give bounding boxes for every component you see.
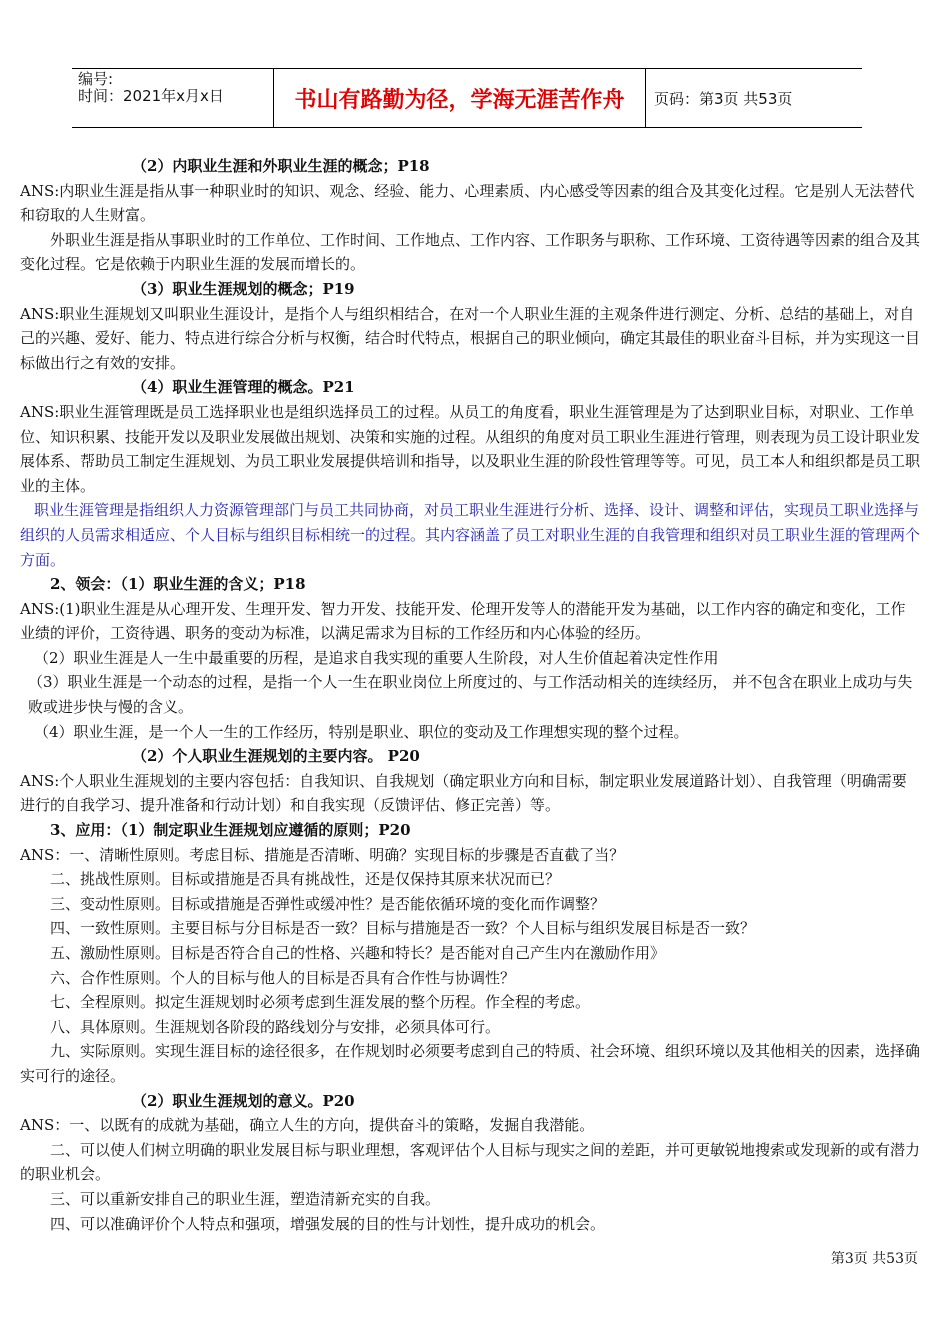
paragraph: 八、具体原则。生涯规划各阶段的路线划分与安排，必须具体可行。 xyxy=(50,1017,501,1036)
motto-text: 书山有路勤为径，学海无涯苦作舟 xyxy=(294,87,625,113)
paragraph: 五、激励性原则。目标是否符合自己的性格、兴趣和特长？是否能对自己产生内在激励作用》 xyxy=(50,944,666,962)
section-heading: （2）内职业生涯和外职业生涯的概念；P18 xyxy=(132,157,430,175)
paragraph: 七、全程原则。拟定生涯规划时必须考虑到生涯发展的整个历程。作全程的考虑。 xyxy=(50,993,591,1012)
page-footer: 第3页 共53页 xyxy=(830,1251,918,1267)
paragraph: 三、可以重新安排自己的职业生涯，塑造清新充实的自我。 xyxy=(50,1189,441,1208)
paragraph: 职业生涯管理是指组织人力资源管理部门与员工共同协商，对员工职业生涯进行分析、选择、设计、调整和评估，实现员工职业选择与组织的人员需求相适应、个人目标与组织目标相统一的过程。其内容涵盖了员工对职业生涯的自我管理和组织对员工职业生涯的管理两个方面。 xyxy=(20,501,921,569)
page-header xyxy=(72,68,862,128)
section-heading: 3、应用：（1）制定职业生涯规划应遵循的原则；P20 xyxy=(50,821,411,840)
paragraph: ANS:(1)职业生涯是从心理开发、生理开发、智力开发、技能开发、伦理开发等人的潜能开发为基础，以工作内容的确定和变化，工作业绩的评价，工资待遇、职务的变动为标准，以满足需求为目标的工作经历和内心体验的经历。 xyxy=(20,599,906,643)
paragraph: 九、实际原则。实现生涯目标的途径很多，在作规划时必须要考虑到自己的特质、社会环境、组织环境以及其他相关的因素，选择确实可行的途径。 xyxy=(20,1042,921,1085)
paragraph: 六、合作性原则。个人的目标与他人的目标是否具有合作性与协调性？ xyxy=(50,968,516,987)
paragraph: （2）职业生涯是人一生中最重要的历程，是追求自我实现的重要人生阶段，对人生价值起着决定性作用 xyxy=(34,648,719,667)
document-body xyxy=(20,154,920,1236)
page-number-label: 页码：第3页 共53页 xyxy=(654,89,793,108)
header-meta-cell xyxy=(72,69,274,127)
paragraph: （3）职业生涯是一个动态的过程，是指一个人一生在职业岗位上所度过的、与工作活动相关的连续经历， 并不包含在职业上成功与失败或进步快与慢的含义。 xyxy=(28,673,913,717)
header-motto-cell xyxy=(274,69,646,127)
paragraph: ANS：一、以既有的成就为基础，确立人生的方向，提供奋斗的策略，发掘自我潜能。 xyxy=(20,1116,595,1135)
paragraph: ANS:职业生涯规划又叫职业生涯设计，是指个人与组织相结合，在对一个人职业生涯的主观条件进行测定、分析、总结的基础上，对自己的兴趣、爱好、能力、特点进行综合分析与权衡，结合时代特点，根据自己的职业倾向，确定其最佳的职业奋斗目标，并为实现这一目标做出行之有效的安排。 xyxy=(20,304,921,372)
paragraph: ANS:内职业生涯是指从事一种职业时的知识、观念、经验、能力、心理素质、内心感受等因素的组合及其变化过程。它是别人无法替代和窃取的人生财富。 xyxy=(20,181,915,225)
section-heading: （4）职业生涯管理的概念。P21 xyxy=(132,378,355,397)
paragraph: 二、挑战性原则。目标或措施是否具有挑战性，还是仅保持其原来状况而已？ xyxy=(50,870,561,889)
paragraph: ANS：一、清晰性原则。考虑目标、措施是否清晰、明确？实现目标的步骤是否直截了当？ xyxy=(20,845,625,864)
section-heading: 2、领会：（1）职业生涯的含义；P18 xyxy=(50,575,306,594)
paragraph: 外职业生涯是指从事职业时的工作单位、工作时间、工作地点、工作内容、工作职务与职称、工作环境、工资待遇等因素的组合及其变化过程。它是依赖于内职业生涯的发展而增长的。 xyxy=(20,230,921,274)
section-heading: （2）个人职业生涯规划的主要内容。 P20 xyxy=(132,747,420,766)
paragraph: ANS:个人职业生涯规划的主要内容包括：自我知识、自我规划（确定职业方向和目标，制定职业发展道路计划）、自我管理（明确需要进行的自我学习、提升准备和行动计划）和自我实现（反馈评估、修正完善）等。 xyxy=(20,771,907,815)
paragraph: 四、可以准确评价个人特点和强项，增强发展的目的性与计划性，提升成功的机会。 xyxy=(50,1214,606,1233)
paragraph: （4）职业生涯，是一个人一生的工作经历，特别是职业、职位的变动及工作理想实现的整个过程。 xyxy=(34,722,689,741)
section-heading: （2）职业生涯规划的意义。P20 xyxy=(132,1091,355,1110)
paragraph: 三、变动性原则。目标或措施是否弹性或缓冲性？是否能依循环境的变化而作调整？ xyxy=(50,894,606,913)
section-heading: （3）职业生涯规划的概念；P19 xyxy=(132,279,355,298)
paragraph: 四、一致性原则。主要目标与分目标是否一致？目标与措施是否一致？个人目标与组织发展目标是否一致？ xyxy=(50,919,756,938)
time-label: 时间：2021年x月x日 xyxy=(78,87,224,105)
paragraph: ANS:职业生涯管理既是员工选择职业也是组织选择员工的过程。从员工的角度看，职业生涯管理是为了达到职业目标，对职业、工作单位、知识积累、技能开发以及职业发展做出规划、决策和实施的过程。从组织的角度对员工职业生涯进行管理，则表现为员工设计职业发展体系、帮助员工制定生涯规划、为员工职业发展提供培训和指导，以及职业生涯的阶段性管理等等。可见，员工本人和组织都是员工职业的主体。 xyxy=(20,402,921,495)
paragraph: 二、可以使人们树立明确的职业发展目标与职业理想，客观评估个人目标与现实之间的差距，并可更敏锐地搜索或发现新的或有潜力的职业机会。 xyxy=(20,1140,921,1184)
header-page-cell xyxy=(646,69,862,127)
number-label: 编号: xyxy=(78,70,114,88)
